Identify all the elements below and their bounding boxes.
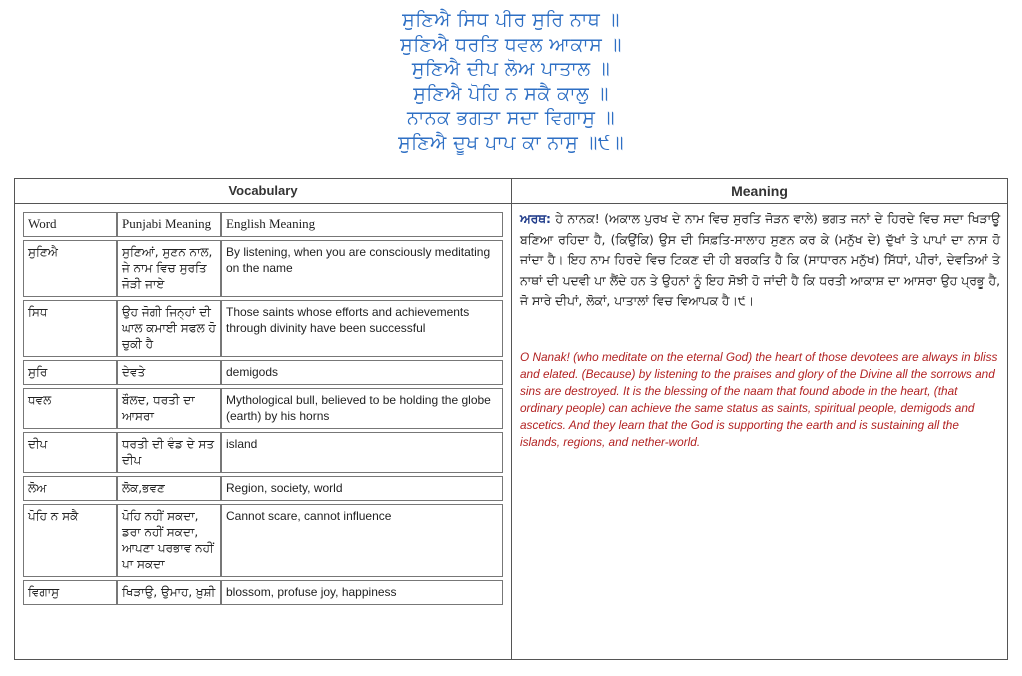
meaning-panel: [512, 179, 1007, 659]
vocab-english-meaning: Cannot scare, cannot influence: [221, 504, 503, 577]
vocabulary-title: Vocabulary: [15, 179, 511, 204]
vocabulary-header-row: [23, 212, 503, 237]
verse-line: ਸੁਣਿਐ ਪੋਹਿ ਨ ਸਕੈ ਕਾਲੁ ॥: [413, 82, 609, 105]
english-meaning-paragraph: O Nanak! (who meditate on the eternal God) the heart of those devotees are always in bliss and elated. (Because) by listening to the praises and glory of the Divine all the sorrows and sins are destroyed. It is the blessing of the naam that found abode in the heart, (that ordinary people) can achieve the same status as saints, spiritual people, demigods and ascetics. And they learn that the God is supporting the earth and is sustaining all the islands, regions, and nether-world.: [520, 350, 998, 449]
vocab-punjabi-meaning: ਸੁਣਿਆਂ, ਸੁਣਨ ਨਾਲ, ਜੇ ਨਾਮ ਵਿਚ ਸੁਰਤਿ ਜੋੜੀ ਜਾਏ: [117, 240, 221, 297]
vocabulary-table: [23, 209, 503, 608]
vocab-word: ਸੁਣਿਐ: [23, 240, 117, 297]
vocab-english-meaning: Region, society, world: [221, 476, 503, 501]
vocabulary-panel: [15, 179, 512, 659]
verse-line: ਸੁਣਿਐ ਧਰਤਿ ਧਵਲ ਆਕਾਸ ॥: [400, 33, 622, 56]
vocab-english-meaning: By listening, when you are consciously meditating on the name: [221, 240, 503, 297]
vocabulary-row: [23, 432, 503, 473]
vocab-word: ਦੀਪ: [23, 432, 117, 473]
punjabi-meaning-paragraph: [520, 209, 1000, 312]
vocabulary-row: [23, 300, 503, 357]
verse-line: ਸੁਣਿਐ ਸਿਧ ਪੀਰ ਸੁਰਿ ਨਾਥ ॥: [402, 9, 620, 31]
vocab-english-meaning: Those saints whose efforts and achievements through divinity have been successful: [221, 300, 503, 357]
vocab-punjabi-meaning: ਬੌਲਦ, ਧਰਤੀ ਦਾ ਆਸਰਾ: [117, 388, 221, 429]
vocab-punjabi-meaning: ਪੋਹਿ ਨਹੀਂ ਸਕਦਾ, ਡਰਾ ਨਹੀਂ ਸਕਦਾ, ਆਪਣਾ ਪਰਭਾਵ ਨਹੀਂ ਪਾ ਸਕਦਾ: [117, 504, 221, 577]
content-table: [14, 178, 1008, 660]
vocab-word: ਲੋਅ: [23, 476, 117, 501]
vocab-english-meaning: Mythological bull, believed to be holding the globe (earth) by his horns: [221, 388, 503, 429]
vocab-punjabi-meaning: ਲੋਕ,ਭਵਣ: [117, 476, 221, 501]
vocab-punjabi-meaning: ਧਰਤੀ ਦੀ ਵੰਡ ਦੇ ਸਤ ਦੀਪ: [117, 432, 221, 473]
verse-line: ਸੁਣਿਐ ਦੀਪ ਲੋਅ ਪਾਤਾਲ ॥: [411, 58, 611, 80]
arth-label: ਅਰਥ:: [520, 212, 551, 226]
header-english-meaning: English Meaning: [221, 212, 503, 237]
arth-text: ਹੇ ਨਾਨਕ! (ਅਕਾਲ ਪੁਰਖ ਦੇ ਨਾਮ ਵਿਚ ਸੁਰਤਿ ਜੋੜਨ ਵਾਲੇ) ਭਗਤ ਜਨਾਂ ਦੇ ਹਿਰਦੇ ਵਿਚ ਸਦਾ ਖਿੜਾਊ ਬਣਿਆ ਰਹਿਦਾ ਹੈ, (ਕਿਉਂਕਿ) ਉਸ ਦੀ ਸਿਫ਼ਤਿ-ਸਾਲਾਹ ਸੁਣਨ ਕਰ ਕੇ (ਮਨੁੱਖ ਦੇ) ਦੁੱਖਾਂ ਤੇ ਪਾਪਾਂ ਦਾ ਨਾਸ ਹੋ ਜਾਂਦਾ ਹੈ। ਇਹ ਨਾਮ ਹਿਰਦੇ ਵਿਚ ਟਿਕਣ ਦੀ ਹੀ ਬਰਕਤਿ ਹੈ ਕਿ (ਸਾਧਾਰਨ ਮਨੁੱਖ) ਸਿੱਧਾਂ, ਪੀਰਾਂ, ਦੇਵਤਿਆਂ ਤੇ ਨਾਥਾਂ ਦੀ ਪਦਵੀ ਪਾ ਲੈਂਦੇ ਹਨ ਤੇ ਉਹਨਾਂ ਨੂੰ ਇਹ ਸੋਝੀ ਹੋ ਜਾਂਦੀ ਹੈ ਕਿ ਧਰਤੀ ਆਕਾਸ਼ ਦਾ ਆਸਰਾ ਉਹ ਪ੍ਰਭੂ ਹੈ, ਜੋ ਸਾਰੇ ਦੀਪਾਂ, ਲੋਕਾਂ, ਪਾਤਾਲਾਂ ਵਿਚ ਵਿਆਪਕ ਹੈ।੯।: [520, 212, 1000, 308]
vocabulary-row: [23, 504, 503, 577]
vocab-word: ਪੋਹਿ ਨ ਸਕੈ: [23, 504, 117, 577]
vocabulary-row: [23, 240, 503, 297]
vocab-word: ਸੁਰਿ: [23, 360, 117, 385]
verse-line: ਨਾਨਕ ਭਗਤਾ ਸਦਾ ਵਿਗਾਸੁ ॥: [407, 107, 615, 129]
vocab-punjabi-meaning: ਦੇਵਤੇ: [117, 360, 221, 385]
verse-line: ਸੁਣਿਐ ਦੂਖ ਪਾਪ ਕਾ ਨਾਸੁ ॥੯॥: [398, 131, 624, 154]
header-word: Word: [23, 212, 117, 237]
vocabulary-row: [23, 580, 503, 605]
vocabulary-row: [23, 360, 503, 385]
vocab-english-meaning: blossom, profuse joy, happiness: [221, 580, 503, 605]
header-punjabi-meaning: Punjabi Meaning: [117, 212, 221, 237]
vocab-word: ਧਵਲ: [23, 388, 117, 429]
vocabulary-row: [23, 476, 503, 501]
vocab-word: ਵਿਗਾਸੁ: [23, 580, 117, 605]
vocab-english-meaning: island: [221, 432, 503, 473]
vocab-word: ਸਿਧ: [23, 300, 117, 357]
vocab-punjabi-meaning: ਉਹ ਜੋਗੀ ਜਿਨ੍ਹਾਂ ਦੀ ਘਾਲ ਕਮਾਈ ਸਫਲ ਹੋ ਚੁਕੀ ਹੈ: [117, 300, 221, 357]
vocabulary-row: [23, 388, 503, 429]
meaning-title: Meaning: [512, 179, 1007, 204]
verse-block: [0, 8, 1022, 155]
vocab-english-meaning: demigods: [221, 360, 503, 385]
vocab-punjabi-meaning: ਖਿੜਾਉ, ਉਮਾਹ, ਖ਼ੁਸ਼ੀ: [117, 580, 221, 605]
